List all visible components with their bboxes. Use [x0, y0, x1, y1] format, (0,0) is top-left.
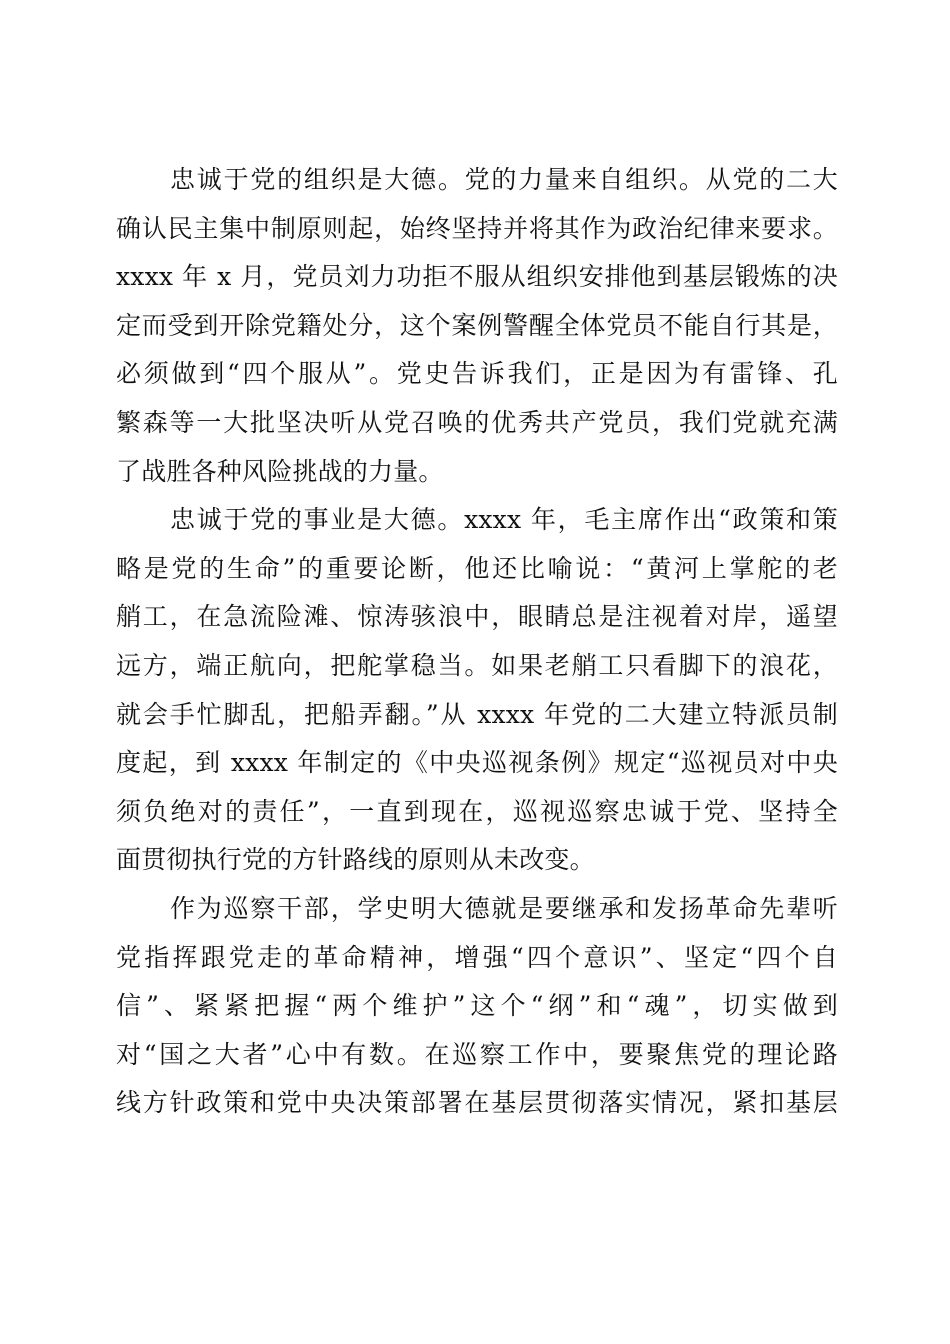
document-body [116, 156, 838, 1128]
text-line: 线方针政策和党中央决策部署在基层贯彻落实情况，紧扣基层 [116, 1088, 838, 1118]
text-line: 定而受到开除党籍处分，这个案例警醒全体党员不能自行其是， [116, 310, 838, 340]
text-line: 了战胜各种风险挑战的力量。 [116, 456, 444, 486]
text-line: 党指挥跟党走的革命精神，增强“四个意识”、坚定“四个自 [116, 942, 838, 972]
text-line: 就会手忙脚乱，把船弄翻。”从 xxxx 年党的二大建立特派员制 [116, 699, 838, 729]
text-line: xxxx 年 x 月，党员刘力功拒不服从组织安排他到基层锻炼的决 [116, 262, 838, 292]
text-line: 度起，到 xxxx 年制定的《中央巡视条例》规定“巡视员对中央 [116, 748, 838, 778]
text-line: 必须做到“四个服从”。党史告诉我们，正是因为有雷锋、孔 [116, 359, 838, 389]
paragraph-inspection-cadre [116, 885, 838, 1128]
text-line: 忠诚于党的组织是大德。党的力量来自组织。从党的二大 [170, 165, 838, 194]
text-line: 作为巡察干部，学史明大德就是要继承和发扬革命先辈听 [170, 893, 838, 923]
text-line: 面贯彻执行党的方针路线的原则从未改变。 [116, 845, 595, 875]
text-line: 须负绝对的责任”，一直到现在，巡视巡察忠诚于党、坚持全 [116, 796, 838, 826]
text-line: 艄工，在急流险滩、惊涛骇浪中，眼睛总是注视着对岸，遥望 [116, 602, 838, 632]
text-line: 繁森等一大批坚决听从党召唤的优秀共产党员，我们党就充满 [116, 407, 838, 437]
text-line: 对“国之大者”心中有数。在巡察工作中，要聚焦党的理论路 [116, 1039, 838, 1069]
text-line: 远方，端正航向，把舵掌稳当。如果老艄工只看脚下的浪花， [116, 650, 838, 680]
paragraph-organization [116, 156, 838, 496]
text-line: 忠诚于党的事业是大德。xxxx 年，毛主席作出“政策和策 [170, 505, 838, 535]
text-line: 略是党的生命”的重要论断，他还比喻说：“黄河上掌舵的老 [116, 553, 838, 583]
text-line: 信”、紧紧把握“两个维护”这个“纲”和“魂”，切实做到 [116, 991, 838, 1021]
text-line: 确认民主集中制原则起，始终坚持并将其作为政治纪律来要求。 [116, 213, 838, 243]
paragraph-cause [116, 496, 838, 885]
